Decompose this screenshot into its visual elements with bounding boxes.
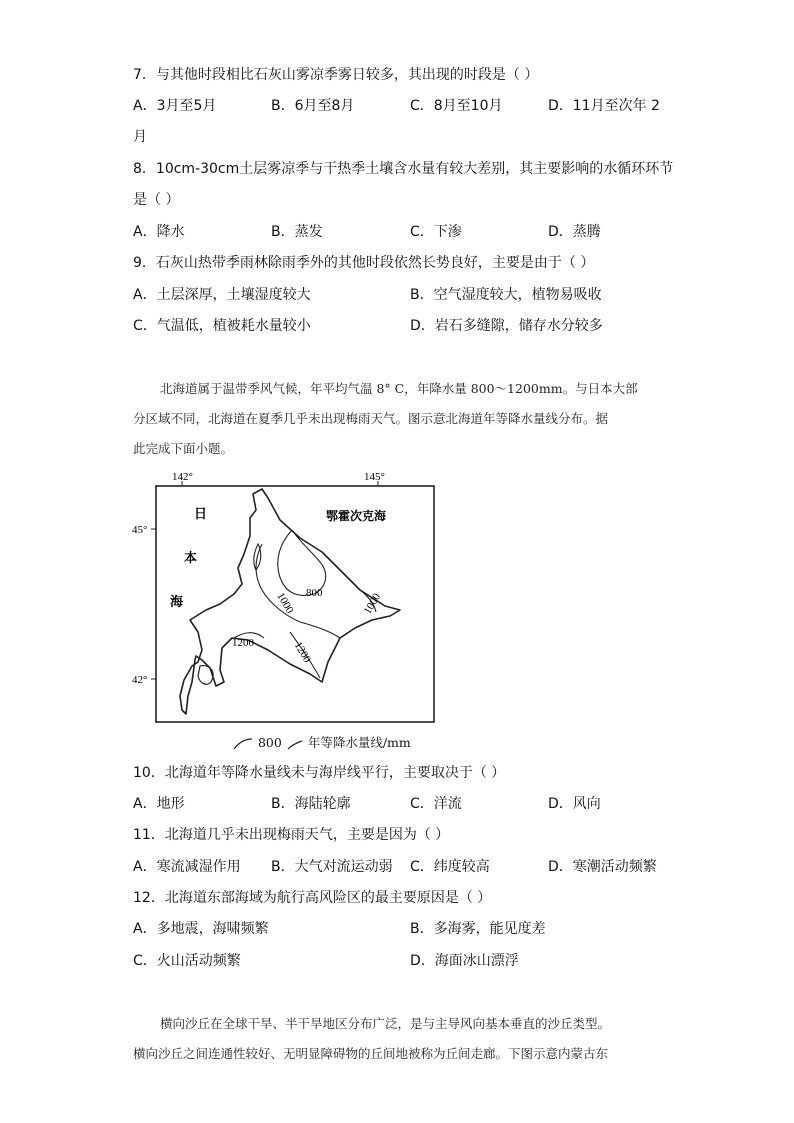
q8-option-a[interactable]: A．降水	[133, 224, 185, 240]
sea-west-char-2: 本	[184, 551, 198, 566]
q7-option-a[interactable]: A．3月至5月	[133, 98, 217, 114]
sea-west-char-3: 海	[170, 595, 184, 610]
isohyet-label-800: 800	[306, 587, 323, 599]
lat-label-45: 45°	[132, 524, 148, 536]
q8-option-d[interactable]: D．蒸腾	[548, 224, 601, 240]
isohyet-label-1000-west: 1000	[274, 590, 296, 616]
isohyet-label-1200-west: 1200	[232, 637, 254, 649]
q10-option-a[interactable]: A．地形	[133, 796, 185, 812]
passage1-line-1: 北海道属于温带季风气候，年平均气温 8° C，年降水量 800～1200mm。与日本大部	[160, 381, 638, 396]
isohyet-label-1200-south: 1200	[291, 639, 313, 665]
q10-option-d[interactable]: D．风向	[548, 796, 601, 812]
q8-option-b[interactable]: B．蒸发	[271, 224, 323, 240]
q8-option-c[interactable]: C．下渗	[410, 224, 462, 240]
q10-option-b[interactable]: B．海陆轮廓	[271, 796, 351, 812]
q10-option-c[interactable]: C．洋流	[410, 796, 462, 812]
q9-option-a[interactable]: A．土层深厚，土壤湿度较大	[133, 287, 311, 303]
q9-option-c[interactable]: C．气温低，植被耗水量较小	[133, 318, 311, 334]
map-svg	[132, 470, 440, 730]
q9-option-b[interactable]: B．空气湿度较大，植物易吸收	[410, 287, 602, 303]
q11-option-a[interactable]: A．寒流减湿作用	[133, 859, 241, 875]
passage1-line-3: 此完成下面小题。	[133, 441, 234, 456]
q7-option-c[interactable]: C．8月至10月	[410, 98, 503, 114]
sea-west-char-1: 日	[194, 507, 208, 522]
map-legend	[232, 733, 411, 751]
lon-label-142: 142°	[172, 471, 193, 483]
q7-option-d[interactable]: D．11月至次年 2	[548, 98, 660, 114]
q8-stem: 8．10cm-30cm土层雾凉季与干热季土壤含水量有较大差别，其主要影响的水循环环节	[133, 161, 674, 177]
q8-stem-continued: 是（ ）	[133, 192, 180, 208]
q7-option-d-continued: 月	[133, 129, 147, 145]
q9-stem: 9．石灰山热带季雨林除雨季外的其他时段依然长势良好，主要是由于（ ）	[133, 255, 595, 271]
q7-stem: 7．与其他时段相比石灰山雾凉季雾日较多，其出现的时段是（ ）	[133, 67, 539, 83]
lon-label-145: 145°	[364, 471, 385, 483]
legend-value: 800	[257, 735, 282, 750]
q11-stem: 11．北海道几乎未出现梅雨天气，主要是因为（ ）	[133, 827, 450, 843]
sea-east-label: 鄂霍次克海	[326, 509, 387, 523]
q11-option-c[interactable]: C．纬度较高	[410, 859, 490, 875]
hokkaido-isohyet-map	[132, 470, 440, 730]
q12-option-b[interactable]: B．多海雾，能见度差	[410, 921, 546, 937]
island-west	[198, 666, 213, 685]
isohyet-label-1000-east: 1000	[361, 591, 384, 617]
passage2-line-1: 横向沙丘在全球干旱、半干旱地区分布广泛，是与主导风向基本垂直的沙丘类型。	[160, 1016, 611, 1031]
legend-line-icon-right	[286, 737, 304, 751]
q12-option-c[interactable]: C．火山活动频繁	[133, 953, 241, 969]
q12-stem: 12．北海道东部海域为航行高风险区的最主要原因是（ ）	[133, 890, 492, 906]
passage2-line-2: 横向沙丘之间连通性较好、无明显障碍物的丘间地被称为丘间走廊。下图示意内蒙古东	[133, 1046, 609, 1061]
q11-option-d[interactable]: D．寒潮活动频繁	[548, 859, 657, 875]
q12-option-d[interactable]: D．海面冰山漂浮	[410, 953, 519, 969]
q7-option-b[interactable]: B．6月至8月	[271, 98, 355, 114]
legend-line-icon	[232, 737, 254, 751]
q9-option-d[interactable]: D．岩石多缝隙，储存水分较多	[410, 318, 603, 334]
q11-option-b[interactable]: B．大气对流运动弱	[271, 859, 393, 875]
lat-label-42: 42°	[132, 674, 148, 686]
legend-text: 年等降水量线/mm	[307, 735, 411, 750]
q12-option-a[interactable]: A．多地震，海啸频繁	[133, 921, 269, 937]
passage1-line-2: 分区域不同，北海道在夏季几乎未出现梅雨天气。图示意北海道年等降水量线分布。据	[133, 411, 609, 426]
q10-stem: 10．北海道年等降水量线未与海岸线平行，主要取决于（ ）	[133, 765, 506, 781]
